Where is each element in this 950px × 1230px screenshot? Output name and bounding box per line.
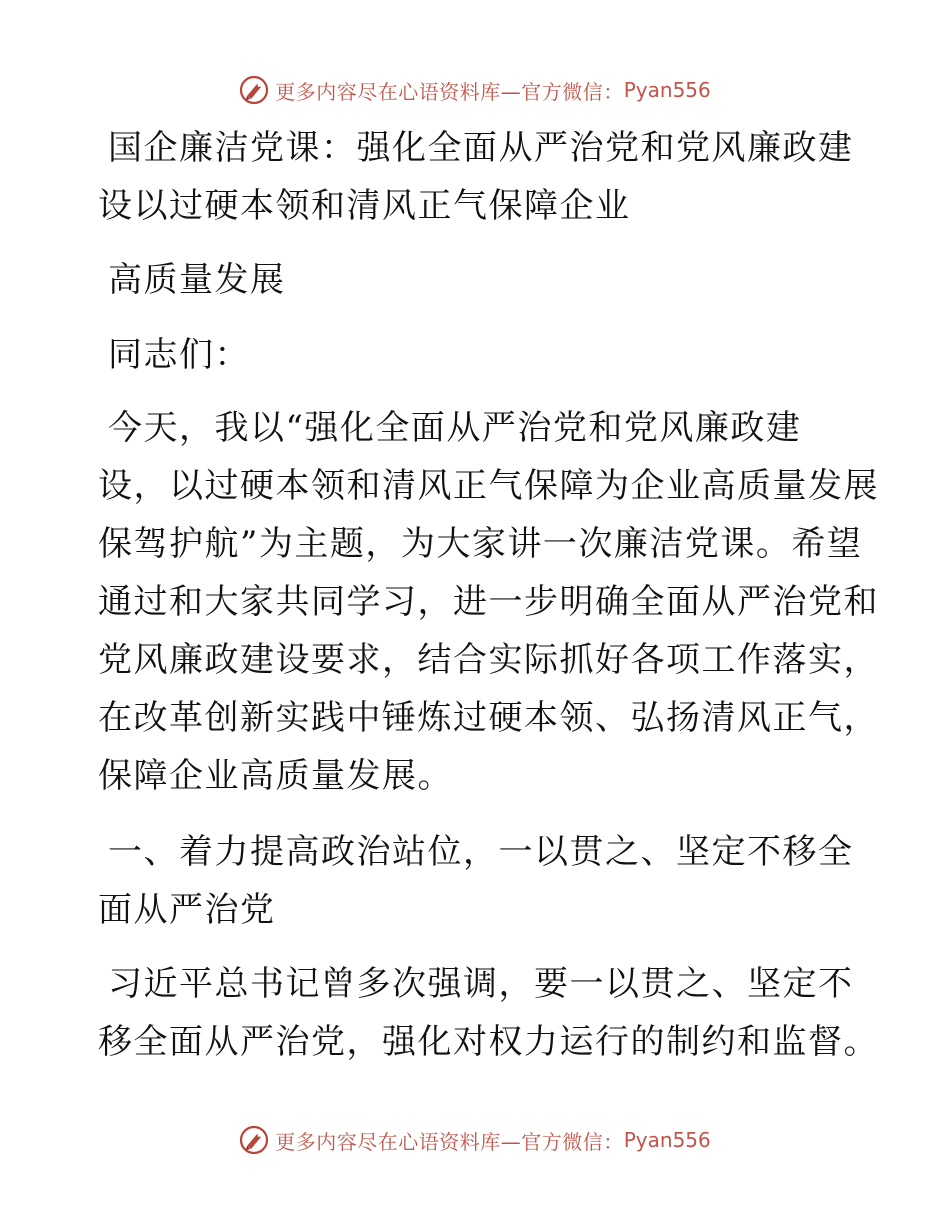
doc-title-continuation: 高质量发展 — [108, 260, 286, 300]
doc-title-line-2: 设以过硬本领和清风正气保障企业 — [98, 186, 631, 226]
intro-line-1: 今天，我以“强化全面从严治党和党风廉政建 — [108, 408, 802, 448]
section1-para-line-2: 移全面从严治党，强化对权力运行的制约和监督。 — [98, 1022, 879, 1062]
section1-para-line-1: 习近平总书记曾多次强调，要一以贯之、坚定不 — [108, 964, 854, 1004]
banner-wechat-id: Pyan556 — [623, 78, 711, 102]
header-banner — [0, 70, 950, 110]
doc-title-line-1: 国企廉洁党课：强化全面从严治党和党风廉政建 — [108, 128, 854, 168]
intro-line-6: 在改革创新实践中锤炼过硬本领、弘扬清风正气， — [98, 698, 879, 738]
footer-banner — [0, 1120, 950, 1160]
intro-line-2: 设，以过硬本领和清风正气保障为企业高质量发展 — [98, 466, 879, 506]
intro-line-3: 保驾护航”为主题，为大家讲一次廉洁党课。希望 — [98, 524, 863, 564]
pen-logo-icon — [239, 1125, 269, 1155]
intro-line-4: 通过和大家共同学习，进一步明确全面从严治党和 — [98, 582, 879, 622]
pen-logo-icon — [239, 75, 269, 105]
section1-heading-line-1: 一、着力提高政治站位，一以贯之、坚定不移全 — [108, 832, 854, 872]
banner-text: 更多内容尽在心语资料库—官方微信： — [275, 79, 624, 104]
greeting: 同志们： — [108, 335, 250, 375]
section1-heading-line-2: 面从严治党 — [98, 890, 276, 930]
intro-line-7: 保障企业高质量发展。 — [98, 756, 453, 796]
intro-line-5: 党风廉政建设要求，结合实际抓好各项工作落实， — [98, 640, 879, 680]
banner-wechat-id: Pyan556 — [623, 1128, 711, 1152]
banner-text: 更多内容尽在心语资料库—官方微信： — [275, 1129, 624, 1154]
